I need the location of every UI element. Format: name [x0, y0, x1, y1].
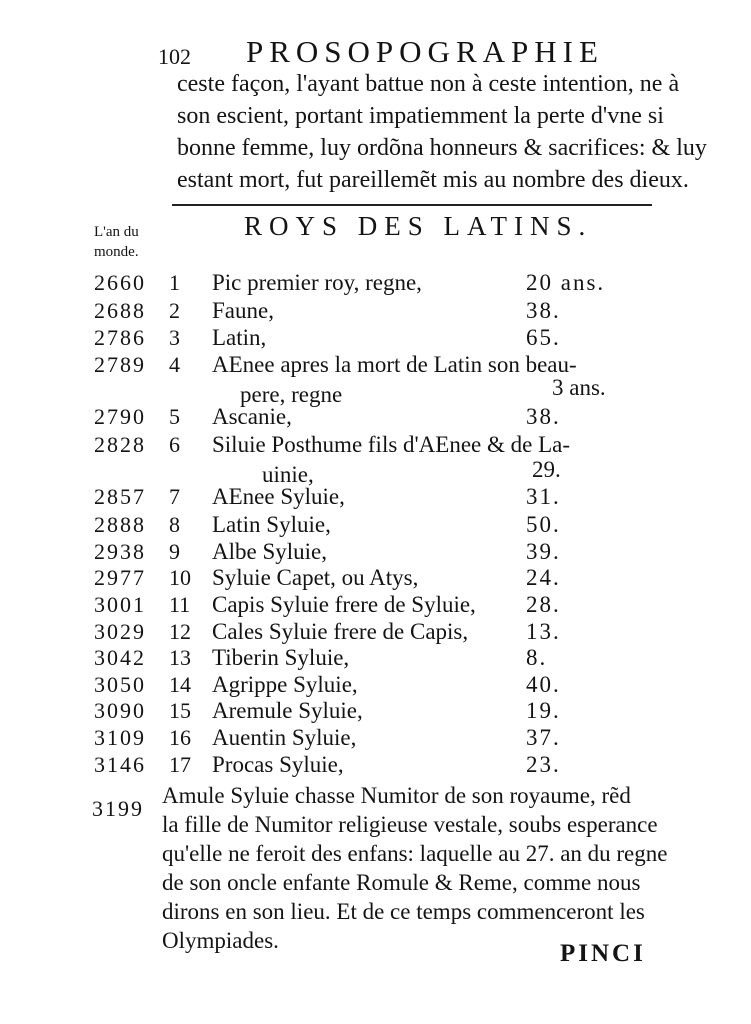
king-row [0, 645, 751, 671]
row-year: 2660 [94, 270, 146, 295]
row-name: Tiberin Syluie, [212, 645, 350, 670]
king-row [0, 619, 751, 645]
row-year: 3109 [94, 725, 146, 750]
closing-paragraph [162, 781, 667, 955]
text-line: bonne femme, luy ordõna honneurs & sacrifices: & luy [177, 135, 707, 161]
row-year: 3042 [94, 645, 146, 670]
row-number: 7 [169, 484, 180, 509]
king-row [0, 752, 751, 778]
row-year: 3146 [94, 752, 146, 777]
row-year: 2857 [94, 484, 146, 509]
row-reign: 50. [526, 512, 561, 537]
row-name: Siluie Posthume fils d'AEnee & de La- [212, 432, 571, 457]
king-row [0, 432, 751, 458]
text-line: son escient, portant impatiemment la perte d'vne si [177, 103, 664, 129]
king-row [0, 592, 751, 618]
row-reign: 23. [526, 752, 561, 777]
king-row [0, 298, 751, 324]
row-number: 6 [169, 432, 180, 457]
row-name: Pic premier roy, regne, [212, 270, 422, 295]
text-line: la fille de Numitor religieuse vestale, soubs esperance [162, 812, 658, 837]
king-row [0, 725, 751, 751]
king-row [0, 484, 751, 510]
row-name: Faune, [212, 298, 274, 323]
row-number: 9 [169, 539, 180, 564]
intro-paragraph [177, 68, 707, 196]
text-line: qu'elle ne feroit des enfans: laquelle au 27. an du regne [162, 841, 668, 866]
row-year: 2790 [94, 404, 146, 429]
king-row [0, 512, 751, 538]
king-row [0, 672, 751, 698]
row-name: Albe Syluie, [212, 539, 327, 564]
row-reign: 31. [526, 484, 561, 509]
page-number: 102 [158, 44, 191, 69]
year-column-heading: L'an du monde. [94, 224, 139, 260]
row-reign: 40. [526, 672, 561, 697]
row-number: 14 [169, 672, 191, 697]
text-line: ceste façon, l'ayant battue non à ceste intention, ne à [177, 71, 680, 97]
row-year: 2789 [94, 352, 146, 377]
row-name: Capis Syluie frere de Syluie, [212, 592, 476, 617]
row-year: 3001 [94, 592, 146, 617]
row-year: 3029 [94, 619, 146, 644]
row-year: 2828 [94, 432, 146, 457]
row-name: Procas Syluie, [212, 752, 344, 777]
king-row [0, 404, 751, 430]
row-name: AEnee Syluie, [212, 484, 345, 509]
continuation-reign: 3 ans. [552, 375, 606, 400]
row-number: 12 [169, 619, 191, 644]
row-reign: 13. [526, 619, 561, 644]
row-number: 4 [169, 352, 180, 377]
row-year: 2786 [94, 325, 146, 350]
row-number: 10 [169, 565, 191, 590]
row-name: Latin Syluie, [212, 512, 331, 537]
row-number: 3 [169, 325, 180, 350]
text-line: de son oncle enfante Romule & Reme, comme nous [162, 870, 641, 895]
row-year: 2688 [94, 298, 146, 323]
king-row [0, 325, 751, 351]
row-number: 2 [169, 298, 180, 323]
row-name: Cales Syluie frere de Capis, [212, 619, 469, 644]
text-line: estant mort, fut pareillemẽt mis au nombre des dieux. [177, 167, 689, 193]
row-name: Syluie Capet, ou Atys, [212, 565, 419, 590]
row-year: 3050 [94, 672, 146, 697]
row-reign: 38. [526, 404, 561, 429]
king-row [0, 565, 751, 591]
row-name: Ascanie, [212, 404, 292, 429]
row-name: Latin, [212, 325, 267, 350]
section-rule [172, 204, 652, 206]
row-year: 3090 [94, 698, 146, 723]
continuation-reign: 29. [532, 457, 561, 482]
final-year: 3199 [92, 796, 144, 821]
row-year: 2977 [94, 565, 146, 590]
row-number: 5 [169, 404, 180, 429]
row-year: 2888 [94, 512, 146, 537]
row-reign: 39. [526, 539, 561, 564]
row-number: 15 [169, 698, 191, 723]
king-row [0, 539, 751, 565]
running-head: PROSOPOGRAPHIE [246, 34, 604, 69]
row-reign: 37. [526, 725, 561, 750]
continuation-text: uinie, [262, 462, 314, 487]
catchword: PINCI [560, 940, 646, 967]
text-line: Olympiades. [162, 928, 279, 953]
row-name: Auentin Syluie, [212, 725, 357, 750]
row-reign: 38. [526, 298, 561, 323]
text-line: Amule Syluie chasse Numitor de son royaume, rẽd [162, 783, 631, 808]
king-row [0, 698, 751, 724]
row-reign: 28. [526, 592, 561, 617]
row-name: Aremule Syluie, [212, 698, 363, 723]
row-reign: 24. [526, 565, 561, 590]
row-number: 16 [169, 725, 191, 750]
king-row [0, 270, 751, 296]
row-reign: 20 ans. [526, 270, 606, 295]
king-row [0, 352, 751, 378]
row-reign: 65. [526, 325, 561, 350]
continuation-text: pere, regne [240, 382, 343, 407]
row-number: 11 [169, 592, 191, 617]
row-reign: 8. [526, 645, 548, 670]
row-number: 17 [169, 752, 191, 777]
section-title: ROYS DES LATINS. [244, 211, 593, 241]
row-number: 8 [169, 512, 180, 537]
row-name: AEnee apres la mort de Latin son beau- [212, 352, 577, 377]
row-number: 1 [169, 270, 180, 295]
row-reign: 19. [526, 698, 561, 723]
row-name: Agrippe Syluie, [212, 672, 358, 697]
row-number: 13 [169, 645, 191, 670]
text-line: dirons en son lieu. Et de ce temps commenceront les [162, 899, 645, 924]
row-year: 2938 [94, 539, 146, 564]
